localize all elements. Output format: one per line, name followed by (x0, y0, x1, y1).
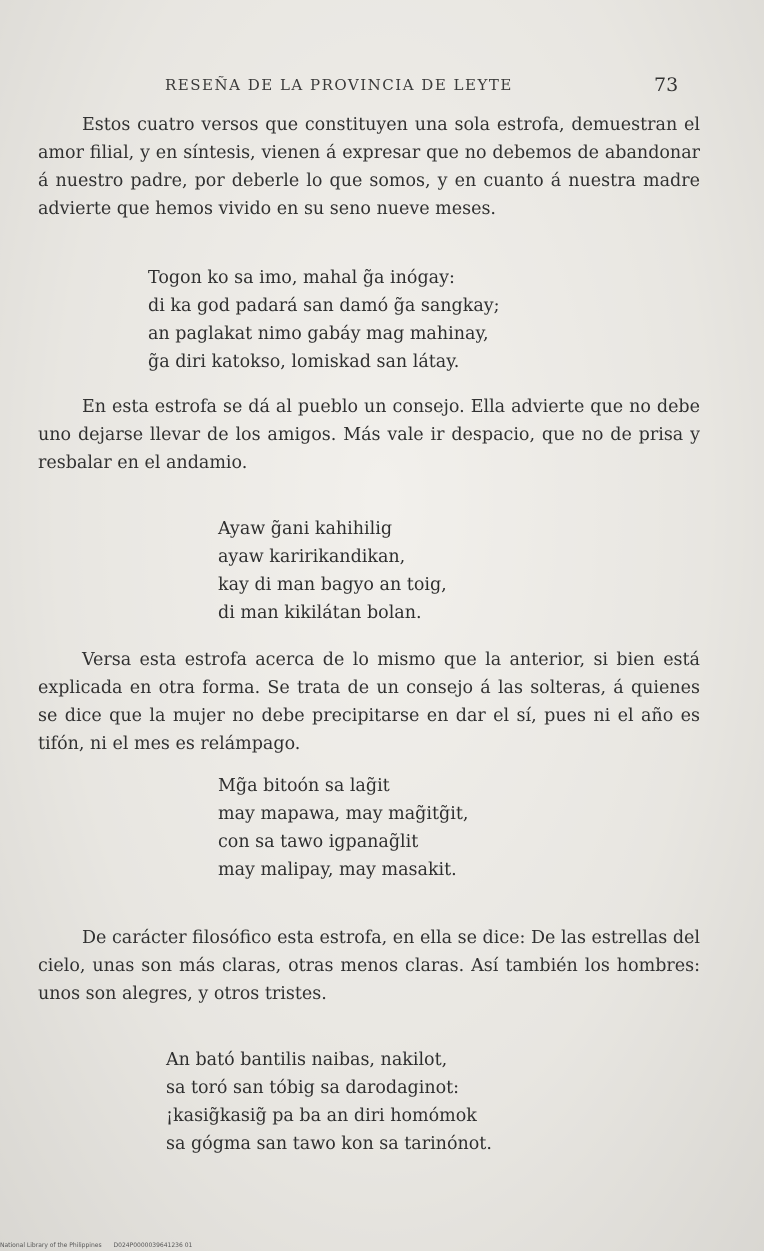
verse-line: con sa tawo igpanag̃lit (218, 832, 419, 852)
scan-id: D024P0000039641236 01 (113, 1242, 193, 1249)
verse-line: An bató bantilis naibas, nakilot, (166, 1050, 448, 1070)
verse-stanza-3 (218, 772, 468, 884)
verse-line: Togon ko sa imo, mahal g̃a inógay: (148, 268, 455, 288)
verse-stanza-1 (148, 264, 500, 376)
verse-line: an paglakat nimo gabáy mag mahinay, (148, 324, 489, 344)
verse-line: may mapawa, may mag̃itg̃it, (218, 804, 469, 824)
paragraph-text: Estos cuatro versos que constituyen una sola estrofa, demuestran el amor filial, y en síntesis, vienen á expresar que no debemos de abandonar á nuestro padre, por deberle lo que somos, y en cuanto á nuestra madre advierte que hemos vivido en su seno nueve meses. (38, 115, 700, 219)
paragraph-text: En esta estrofa se dá al pueblo un consejo. Ella advierte que no debe uno dejarse llevar de los amigos. Más vale ir despacio, que no de prisa y resbalar en el andamio. (38, 397, 700, 473)
verse-line: ¡kasig̃kasig̃ pa ba an diri homómok (166, 1106, 477, 1126)
verse-line: may malipay, may masakit. (218, 860, 457, 880)
verse-line: g̃a diri katokso, lomiskad san látay. (148, 352, 460, 372)
verse-line: ayaw karirikandikan, (218, 547, 406, 567)
page-header (0, 76, 764, 100)
verse-line: sa toró san tóbig sa darodaginot: (166, 1078, 460, 1098)
verse-line: di man kikilátan bolan. (218, 603, 422, 623)
running-title: RESEÑA DE LA PROVINCIA DE LEYTE (165, 76, 513, 94)
paragraph-counsel-single-women (38, 646, 700, 758)
verse-line: Mg̃a bitoón sa lag̃it (218, 776, 390, 796)
verse-stanza-4 (166, 1046, 492, 1158)
paragraph-text: De carácter filosófico esta estrofa, en ella se dice: De las estrellas del cielo, unas son más claras, otras menos claras. Así también los hombres: unos son alegres, y otros tristes. (38, 928, 700, 1004)
paragraph-filial-love (38, 111, 700, 223)
paragraph-advice (38, 393, 700, 477)
scan-footer (0, 1242, 202, 1249)
page-number: 73 (654, 74, 679, 96)
paragraph-philosophical (38, 924, 700, 1008)
verse-line: di ka god padará san damó g̃a sangkay; (148, 296, 500, 316)
verse-line: kay di man bagyo an toig, (218, 575, 447, 595)
verse-line: sa gógma san tawo kon sa tarinónot. (166, 1134, 492, 1154)
paragraph-text: Versa esta estrofa acerca de lo mismo que la anterior, si bien está explicada en otra forma. Se trata de un consejo á las solteras, á quienes se dice que la mujer no debe precipitarse en dar el sí, pues ni el año es tifón, ni el mes es relámpago. (38, 650, 700, 754)
library-credit: National Library of the Philippines (0, 1242, 102, 1249)
verse-line: Ayaw g̃ani kahihilig (218, 519, 393, 539)
verse-stanza-2 (218, 515, 447, 627)
